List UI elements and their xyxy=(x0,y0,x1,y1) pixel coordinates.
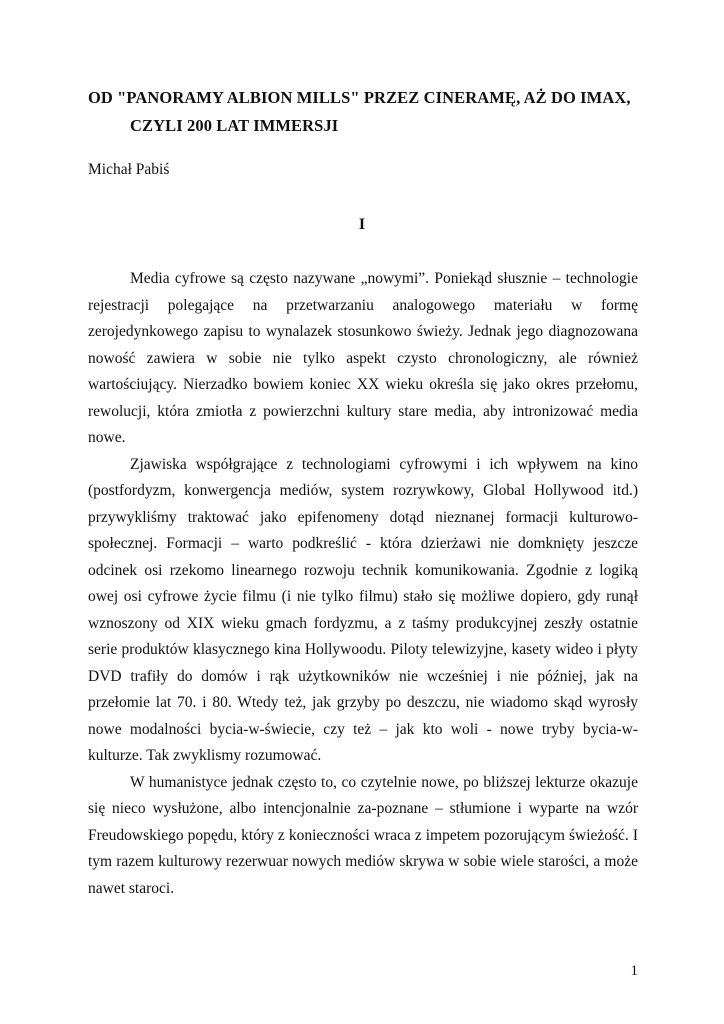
author-name: Michał Pabiś xyxy=(88,161,170,178)
paragraph-1: Media cyfrowe są często nazywane „nowymi”. Poniekąd słusznie – technologie rejestracji polegające na przetwarzaniu analogowego materiału w formę zerojedynkowego zapisu to wynalazek stosunkowo świeży. Jednak jego diagnozowana nowość zawiera w sobie nie tylko aspekt czysto chronologiczny, ale również wartościujący. Nierzadko bowiem koniec XX wieku określa się jako okres przełomu, rewolucji, która zmiotła z powierzchni kultury stare media, aby intronizować media nowe. xyxy=(88,270,638,446)
page-number: 1 xyxy=(630,963,638,979)
paragraph-3: W humanistyce jednak często to, co czytelnie nowe, po bliższej lekturze okazuje się nieco wysłużone, albo intencjonalnie za-poznane – stłumione i wyparte na wzór Freudowskiego popędu, który z konieczności wraca z impetem pozorującym świeżość. I tym razem kulturowy rezerwuar nowych mediów skrywa w sobie wiele starości, a może nawet staroci. xyxy=(88,773,638,897)
document-title-line-2: CZYLI 200 LAT IMMERSJI xyxy=(130,116,339,135)
body-text xyxy=(88,266,638,902)
section-heading: I xyxy=(358,216,366,233)
paragraph-2: Zjawiska współgrające z technologiami cyfrowymi i ich wpływem na kino (postfordyzm, konwergencja mediów, system rozrywkowy, Global Hollywood itd.) przywykliśmy traktować jako epifenomeny dotąd nieznanej formacji kulturowo-społecznej. Formacji – warto podkreślić - która dzierżawi nie domknięty jeszcze odcinek osi rzekomo linearnego rozwoju technik komunikowania. Zgodnie z logiką owej osi cyfrowe życie filmu (i nie tylko filmu) stało się możliwe dopiero, gdy runął wznoszony od XIX wieku gmach fordyzmu, a z taśmy produkcyjnej zeszły ostatnie serie produktów klasycznego kina Hollywoodu. Piloty telewizyjne, kasety wideo i płyty DVD trafiły do domów i rąk użytkowników nie wcześniej i nie później, jak na przełomie lat 70. i 80. Wtedy też, jak grzyby po deszczu, nie wiadomo skąd wyrosły nowe modalności bycia-w-świecie, czy też – jak kto woli - nowe tryby bycia-w-kulturze. Tak zwyklismy rozumować. xyxy=(88,455,638,764)
document-title-line-1: OD "PANORAMY ALBION MILLS" PRZEZ CINERAMĘ, AŻ DO IMAX, xyxy=(88,88,631,107)
